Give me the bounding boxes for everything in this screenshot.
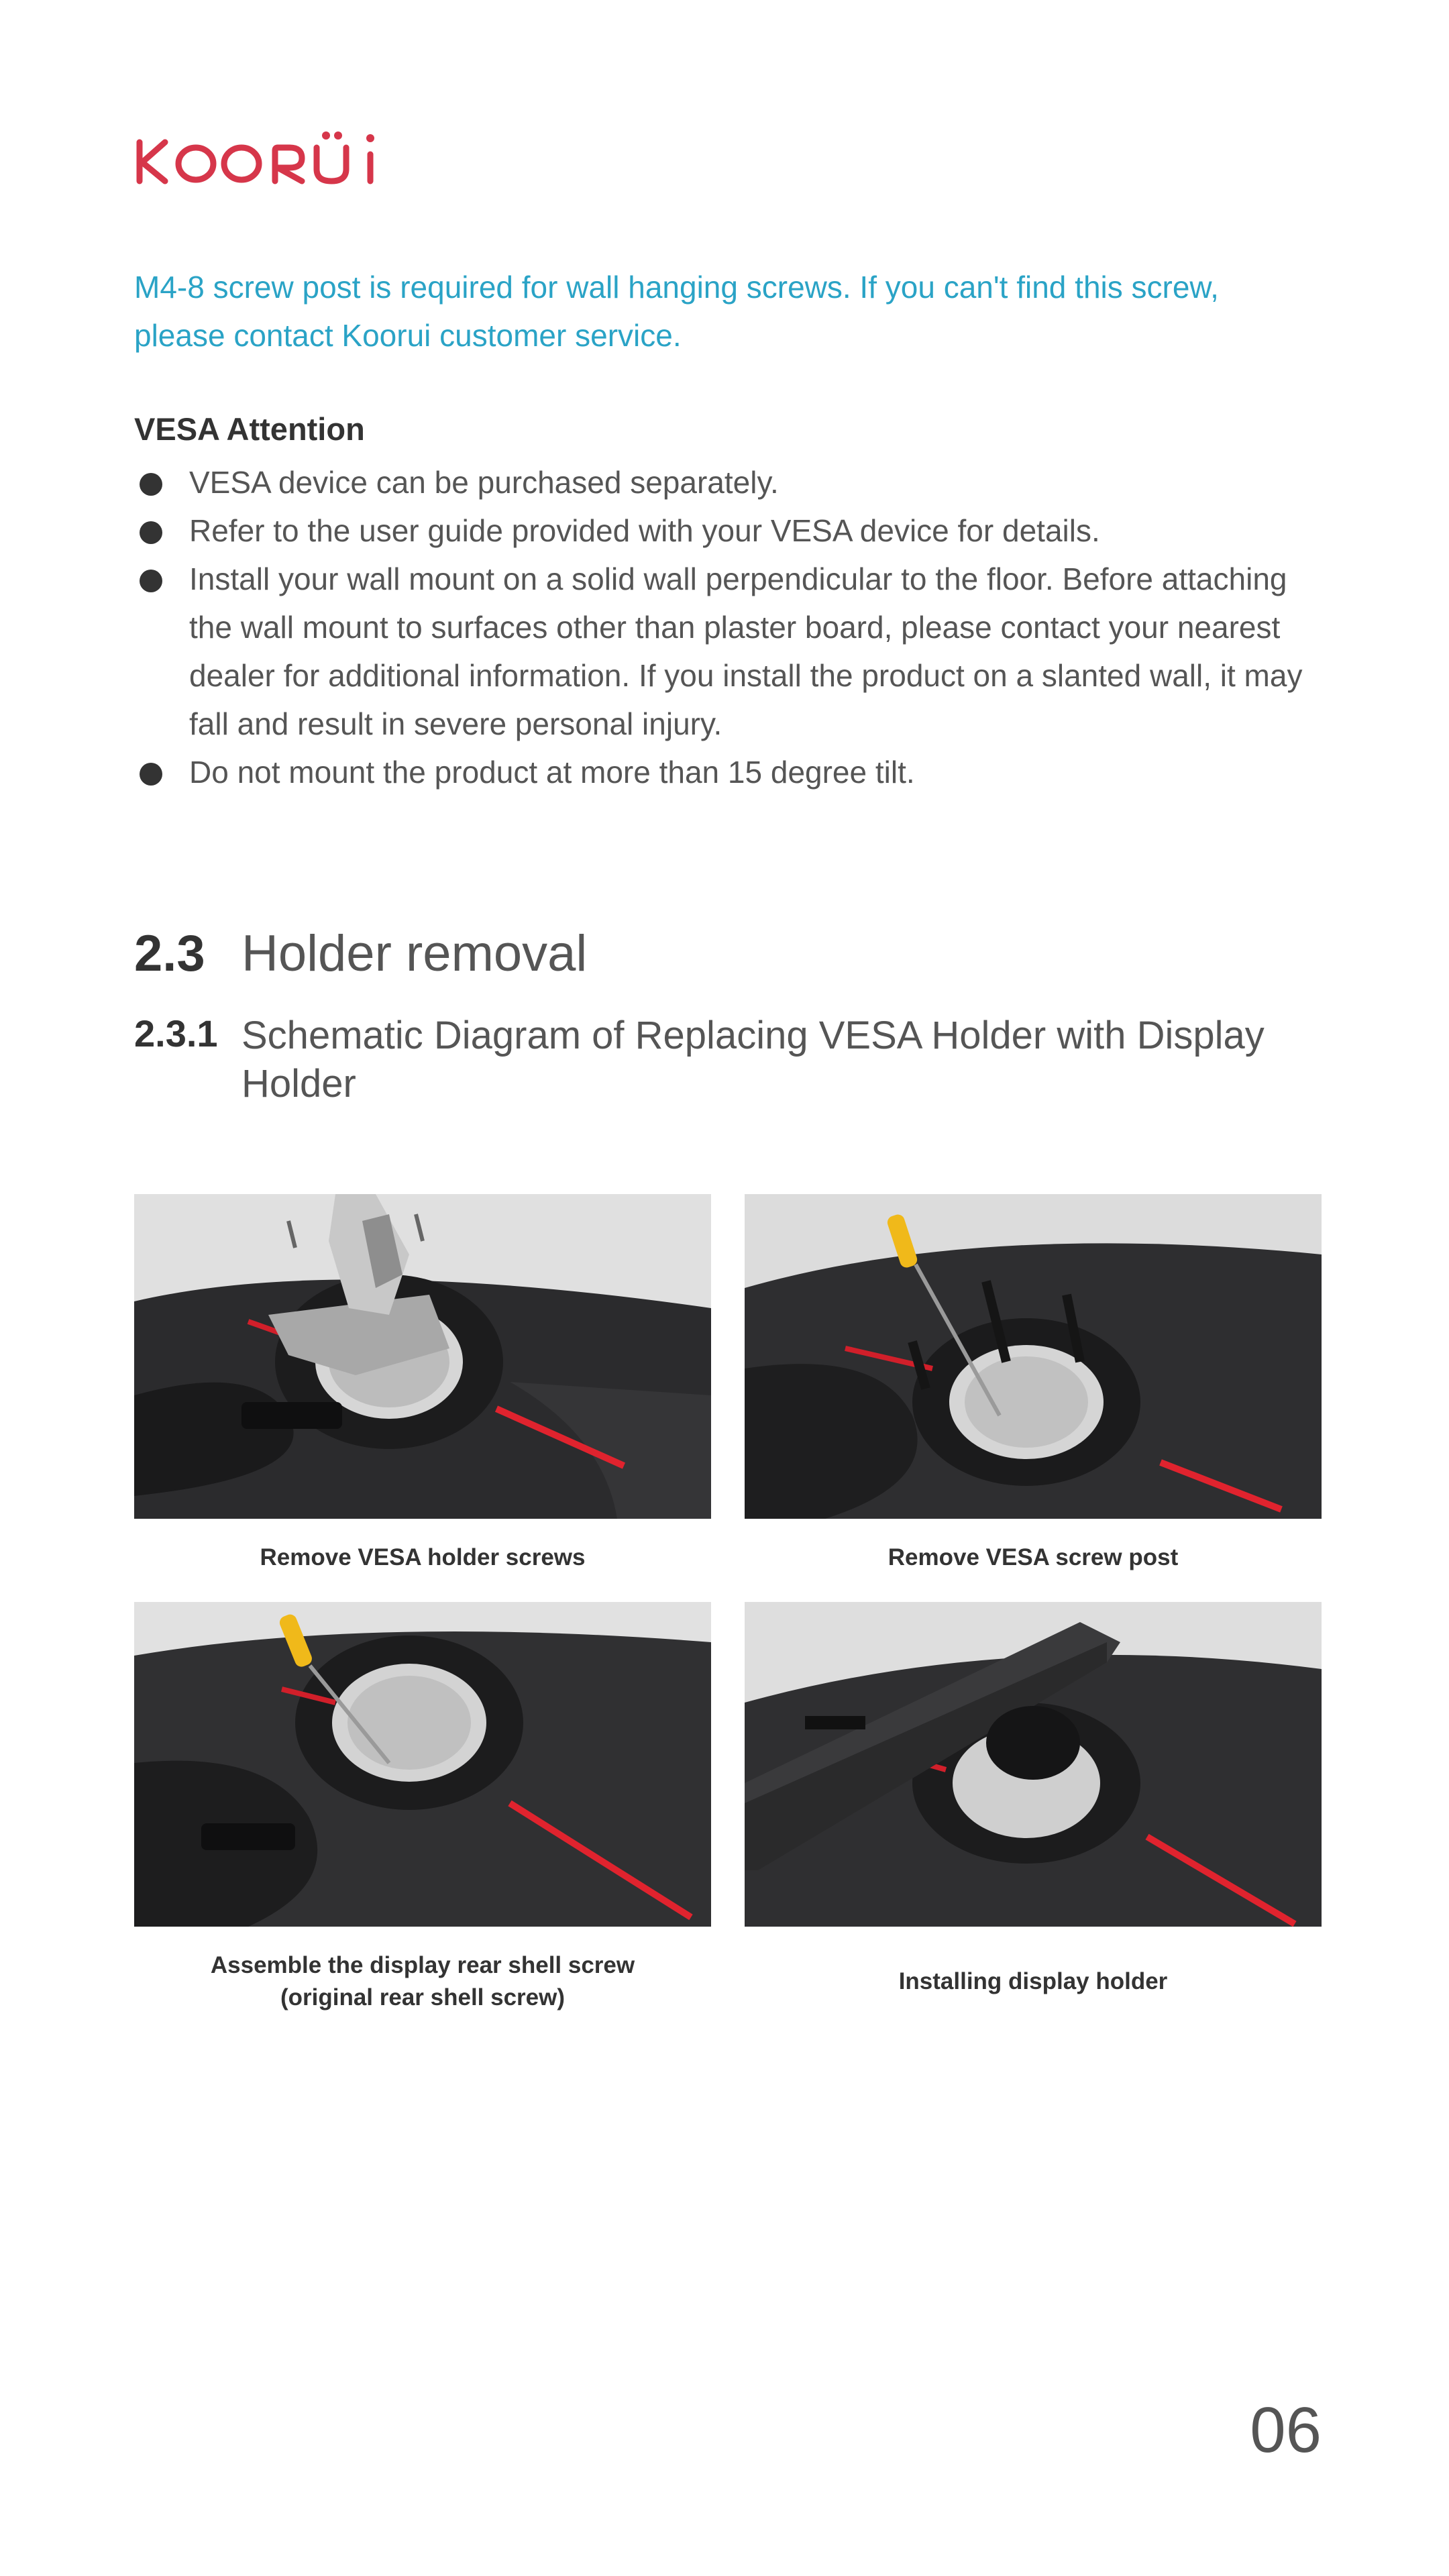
bullet-item: [134, 555, 1322, 748]
section-title: Holder removal: [241, 925, 588, 982]
bullet-text: VESA device can be purchased separately.: [189, 465, 779, 500]
bullet-text: Refer to the user guide provided with your VESA device for details.: [189, 513, 1100, 548]
bullet-dot-icon: [140, 473, 162, 496]
subsection-number: 2.3.1: [134, 1012, 218, 1055]
bullet-dot-icon: [140, 570, 162, 592]
vesa-attention-heading: VESA Attention: [134, 411, 365, 447]
page-number: 06: [1250, 2394, 1322, 2466]
bullet-item: [134, 506, 1322, 555]
bullet-item: [134, 748, 1322, 796]
bullet-dot-icon: [140, 763, 162, 786]
bullet-dot-icon: [140, 521, 162, 544]
bullet-text: Install your wall mount on a solid wall perpendicular to the floor. Before attaching the wall mount to surfaces other than plaster board, please contact your nearest dealer for additional information. If you install the product on a slanted wall, it may fall and result in severe personal injury.: [189, 561, 1303, 741]
bullet-text: Do not mount the product at more than 15 degree tilt.: [189, 755, 915, 790]
section-number: 2.3: [134, 925, 205, 982]
bullet-item: [134, 458, 1322, 506]
figure-caption: Remove VESA screw post: [888, 1544, 1179, 1570]
rear-shell-screw-illustration: [134, 1602, 711, 1927]
figure-caption: Installing display holder: [898, 1968, 1168, 1994]
subsection-title: Schematic Diagram of Replacing VESA Holder with Display Holder: [241, 1014, 1265, 1106]
vesa-screw-post-illustration: [745, 1194, 1322, 1519]
figure-caption: Assemble the display rear shell screw (original rear shell screw): [210, 1952, 635, 2010]
koorui-logo: [134, 127, 389, 188]
vesa-bullet-list: [134, 458, 1322, 796]
logo-text: KOORUI: [134, 127, 137, 128]
screw-post-note: M4-8 screw post is required for wall hanging screws. If you can't find this screw, please contact Koorui customer service.: [134, 270, 1219, 353]
figure-caption: Remove VESA holder screws: [260, 1544, 586, 1570]
vesa-holder-screws-illustration: [134, 1194, 711, 1519]
display-holder-illustration: [745, 1602, 1322, 1927]
